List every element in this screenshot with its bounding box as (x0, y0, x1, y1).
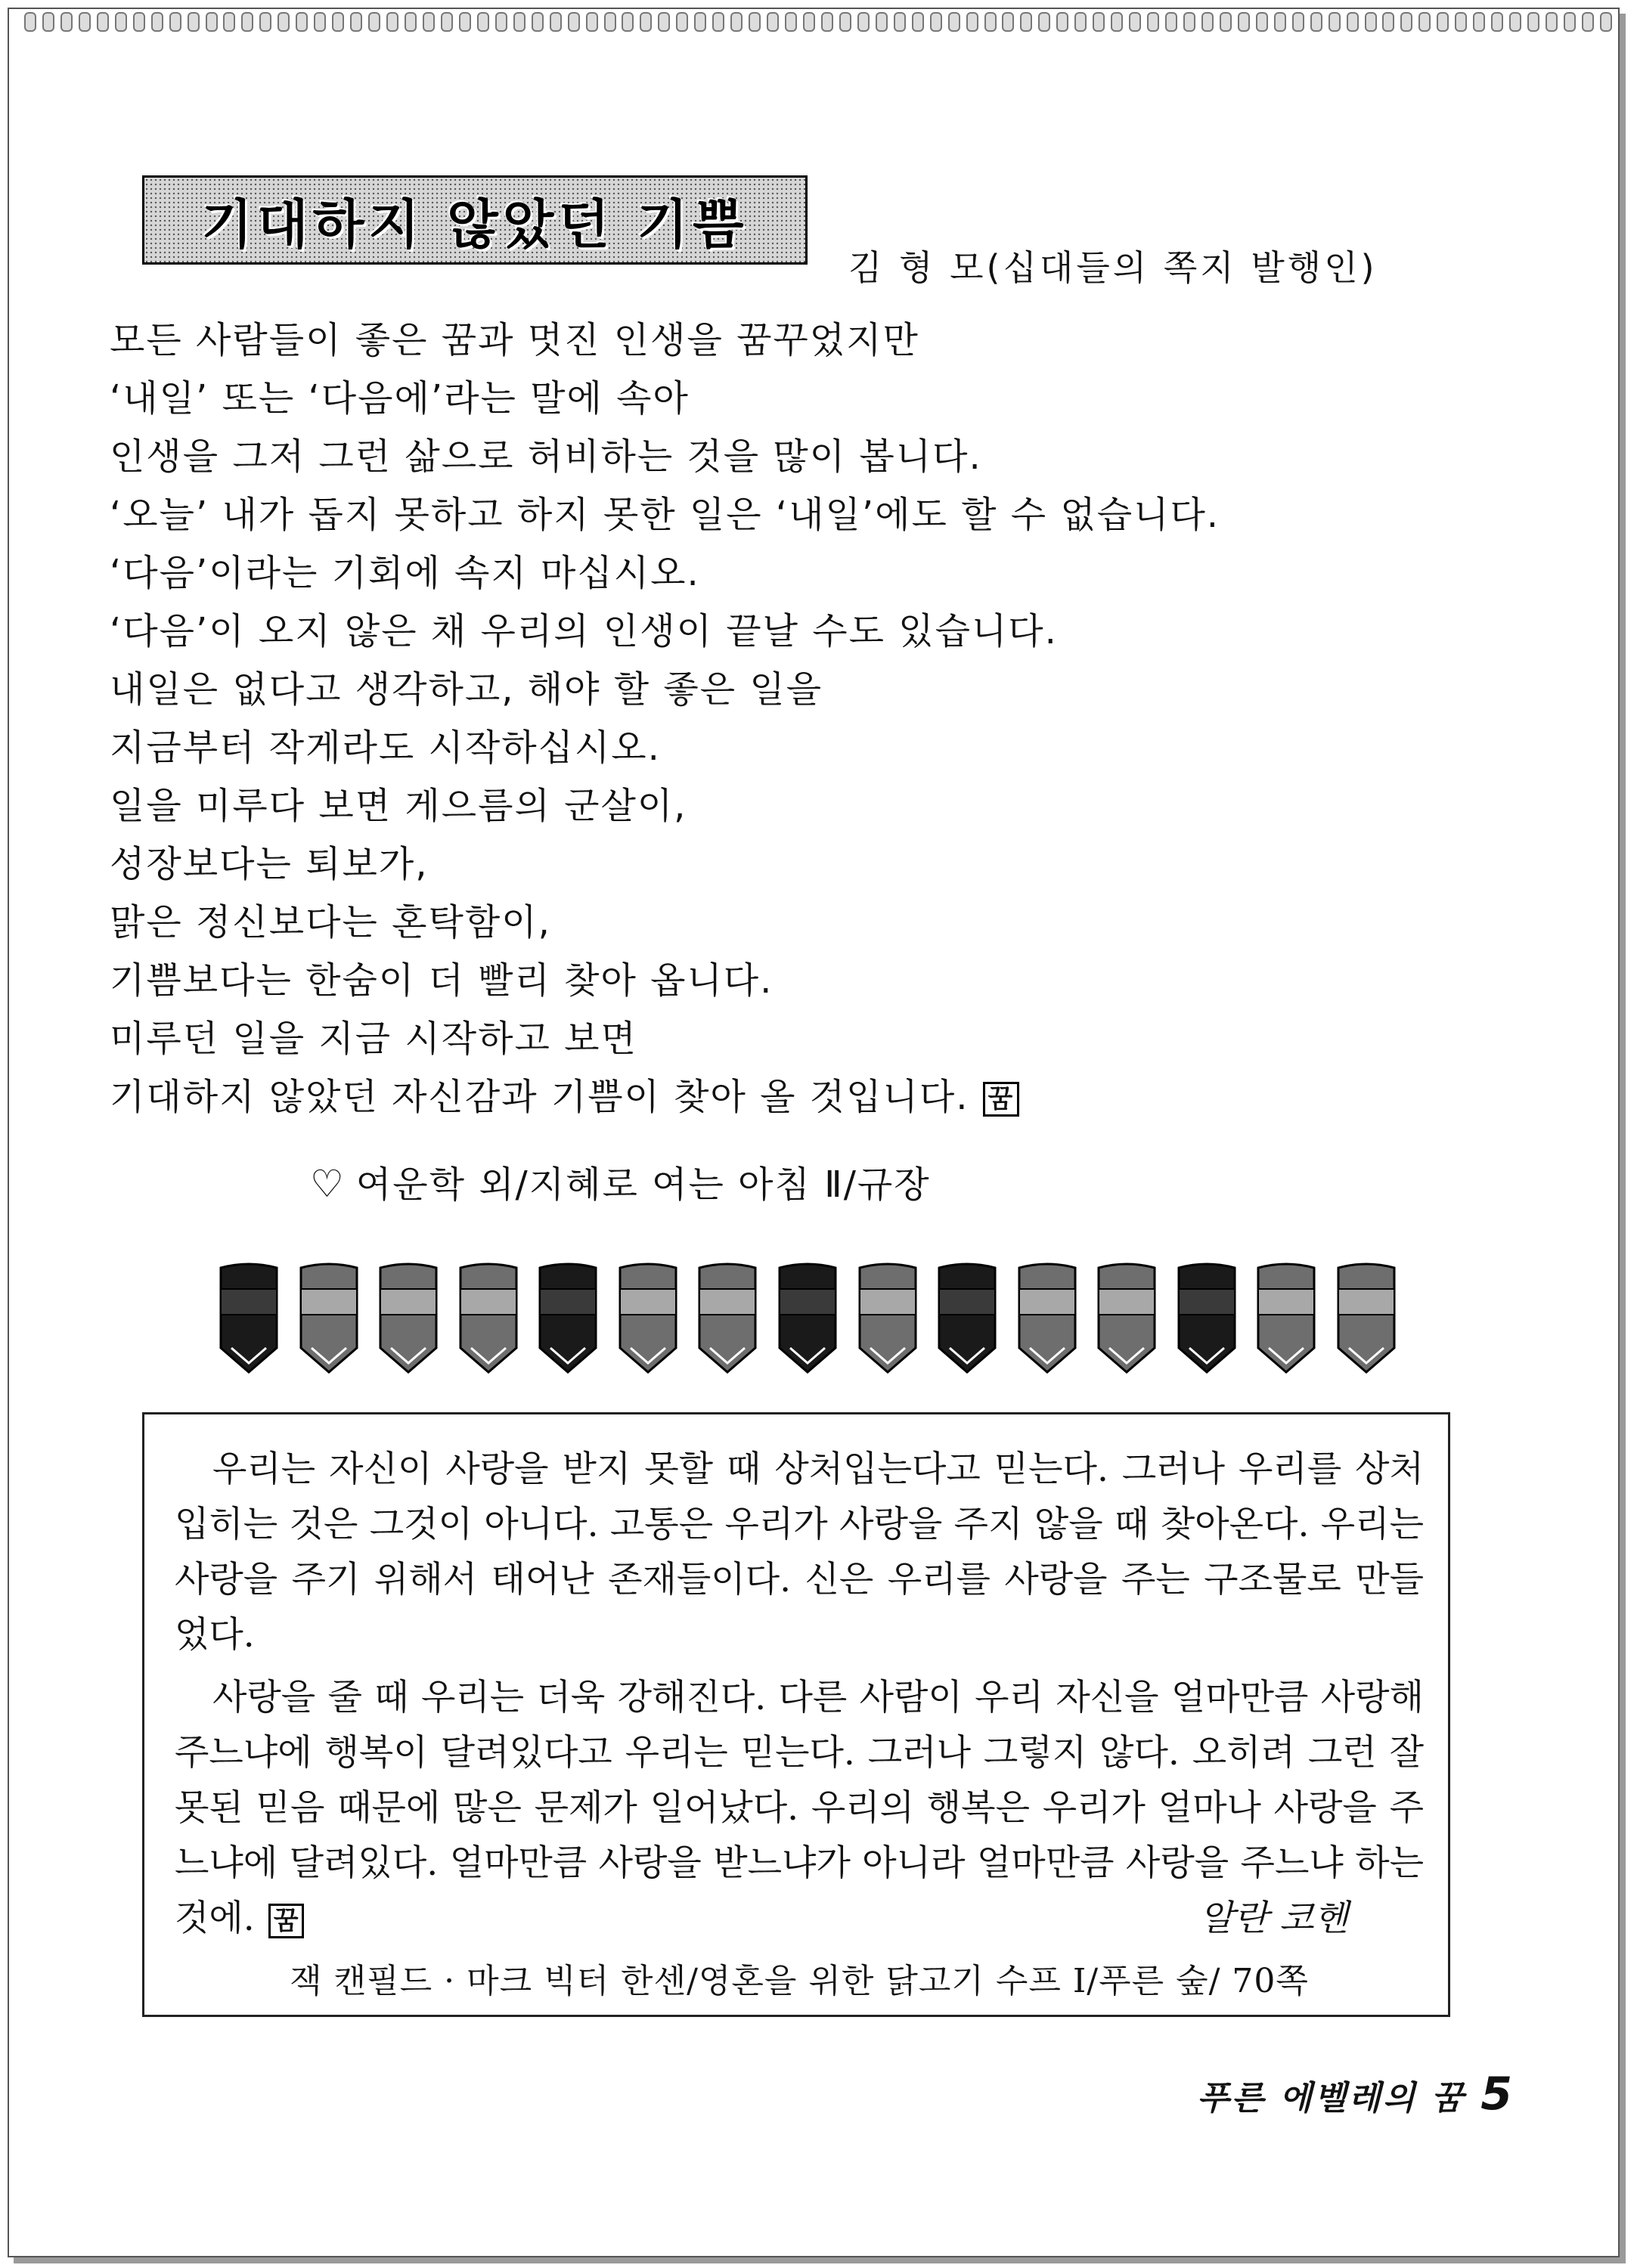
binding-ring (1256, 12, 1268, 32)
binding-ring (1220, 12, 1232, 32)
binding-ring (1165, 12, 1177, 32)
binding-ring (1546, 12, 1558, 32)
binding-ring (1473, 12, 1485, 32)
pencil-icon (696, 1259, 758, 1376)
binding-ring (803, 12, 815, 32)
binding-ring (1600, 12, 1612, 32)
quote-paragraph-1-text: 우리는 자신이 사랑을 받지 못할 때 상처입는다고 믿는다. 그러나 우리를 상처 입히는 것은 그것이 아니다. 고통은 우리가 사랑을 주지 않을 때 찾아온다. 우리는 사랑을 주기 위해서 태어난 존재들이다. 신은 우리를 사랑을 주는 구조물로 만들었다. (175, 1448, 1424, 1656)
poem-line: ‘오늘’ 내가 돕지 못하고 하지 못한 일은 ‘내일’에도 할 수 없습니다. (110, 494, 1220, 536)
poem-line: 모든 사람들이 좋은 꿈과 멋진 인생을 꿈꾸었지만 (110, 319, 919, 361)
end-mark-icon: 꿈 (268, 1904, 304, 1938)
binding-ring (676, 12, 688, 32)
binding-ring (441, 12, 453, 32)
binding-ring (1074, 12, 1087, 32)
binding-ring (386, 12, 398, 32)
binding-ring (912, 12, 924, 32)
binding-ring (1147, 12, 1159, 32)
poem-body (110, 311, 1471, 1126)
heart-icon: ♡ (310, 1162, 346, 1206)
binding-ring (223, 12, 235, 32)
pencil-divider (218, 1259, 1397, 1380)
book-source: 잭 캔필드 · 마크 빅터 한센/영혼을 위한 닭고기 수프 Ⅰ/푸른 숲/ 70쪽 (290, 1962, 1309, 2000)
poem-line: ‘내일’ 또는 ‘다음에’라는 말에 속아 (110, 377, 690, 420)
quote-box (142, 1412, 1450, 2017)
poem-line: 성장보다는 퇴보가, (110, 843, 429, 885)
binding-ring (459, 12, 471, 32)
page-title: 기대하지 않았던 기쁨 (201, 193, 749, 256)
binding-ring (241, 12, 253, 32)
poem-line-text: 기대하지 않았던 자신감과 기쁨이 찾아 올 것입니다. (110, 1076, 969, 1118)
poem-source (310, 1155, 931, 1207)
binding-ring (1437, 12, 1449, 32)
pencil-icon (1016, 1259, 1078, 1376)
pencil-icon (936, 1259, 998, 1376)
binding-ring (622, 12, 634, 32)
page-number: 5 (1480, 2068, 1512, 2121)
binding-ring (368, 12, 380, 32)
binding-ring (277, 12, 290, 32)
poem-line-last (110, 1068, 1471, 1126)
page-footer (1197, 2068, 1512, 2121)
binding-ring (749, 12, 761, 32)
binding-ring (857, 12, 870, 32)
pencil-icon (457, 1259, 519, 1376)
binding-ring (1111, 12, 1123, 32)
binding-ring (604, 12, 616, 32)
pencil-icon (218, 1259, 280, 1376)
binding-ring (133, 12, 145, 32)
binding-ring (1038, 12, 1050, 32)
binding-ring (984, 12, 997, 32)
binding-ring (115, 12, 127, 32)
pencil-icon (617, 1259, 679, 1376)
binding-ring (1509, 12, 1521, 32)
poem-line: 일을 미루다 보면 게으름의 군살이, (110, 785, 687, 827)
binding-ring (1400, 12, 1412, 32)
binding-ring (1020, 12, 1032, 32)
poem-line: 지금부터 작게라도 시작하십시오. (110, 727, 661, 769)
binding-ring (1582, 12, 1594, 32)
poem-source-text: 여운학 외/지혜로 여는 아침 Ⅱ/규장 (355, 1163, 931, 1206)
pencil-icon (1096, 1259, 1158, 1376)
binding-ring (694, 12, 706, 32)
binding-ring (97, 12, 109, 32)
binding-ring (513, 12, 526, 32)
binding-ring (1002, 12, 1014, 32)
binding-ring (730, 12, 743, 32)
poem-line: 내일은 없다고 생각하고, 해야 할 좋은 일을 (110, 668, 823, 711)
binding-ring (1183, 12, 1195, 32)
binding-ring (821, 12, 833, 32)
binding-ring (24, 12, 36, 32)
binding-ring (1310, 12, 1322, 32)
binding-ring (1274, 12, 1286, 32)
binding-ring (206, 12, 218, 32)
poem-line: 맑은 정신보다는 혼탁함이, (110, 901, 551, 943)
binding-ring (1292, 12, 1304, 32)
pencil-icon (298, 1259, 360, 1376)
binding-ring (658, 12, 670, 32)
binding-ring (79, 12, 91, 32)
pencil-icon (857, 1259, 919, 1376)
binding-ring (1201, 12, 1214, 32)
binding-ring (1527, 12, 1539, 32)
pencil-icon (377, 1259, 439, 1376)
binding-ring (712, 12, 724, 32)
binding-ring (1238, 12, 1250, 32)
quote-attribution: 알란 코헨 (1199, 1898, 1348, 1939)
binding-ring (1129, 12, 1141, 32)
end-mark-icon: 꿈 (983, 1082, 1020, 1117)
binding-ring (1455, 12, 1467, 32)
binding-ring (640, 12, 652, 32)
binding-ring (296, 12, 308, 32)
binding-ring (894, 12, 906, 32)
binding-ring (586, 12, 598, 32)
poem-line: ‘다음’이라는 기회에 속지 마십시오. (110, 552, 700, 594)
binding-ring (550, 12, 562, 32)
binding-ring (1564, 12, 1576, 32)
binding-ring (966, 12, 978, 32)
binding-ring (259, 12, 271, 32)
binding-ring (169, 12, 181, 32)
binding-ring (423, 12, 435, 32)
binding-ring (930, 12, 942, 32)
author-credit: 김 형 모(십대들의 쪽지 발행인) (848, 247, 1378, 288)
binding-ring (42, 12, 54, 32)
footer-label: 푸른 에벨레의 꿈 (1197, 2079, 1466, 2118)
title-box (142, 175, 808, 265)
binding-ring (1418, 12, 1431, 32)
binding-ring (1347, 12, 1359, 32)
pencil-icon (537, 1259, 599, 1376)
quote-paragraph-2 (175, 1670, 1424, 1946)
binding-ring (350, 12, 362, 32)
poem-line: ‘다음’이 오지 않은 채 우리의 인생이 끝날 수도 있습니다. (110, 610, 1058, 652)
binding-ring (876, 12, 888, 32)
binding-ring (405, 12, 417, 32)
poem-line: 인생을 그저 그런 삶으로 허비하는 것을 많이 봅니다. (110, 435, 982, 478)
binding-ring (1365, 12, 1377, 32)
binding-ring (332, 12, 344, 32)
pencil-icon (777, 1259, 839, 1376)
quote-paragraph-2-text: 사랑을 줄 때 우리는 더욱 강해진다. 다른 사람이 우리 자신을 얼마만큼 사랑해 주느냐에 행복이 달려있다고 우리는 믿는다. 그러나 그렇지 않다. 오히려 그런 잘못된 믿음 때문에 많은 문제가 일어났다. 우리의 행복은 우리가 얼마나 사랑을 주느냐에 달려있다. 얼마만큼 사랑을 받느냐가 아니라 얼마만큼 사랑을 주느냐 하는 것에. (175, 1677, 1424, 1939)
binding-ring (495, 12, 507, 32)
binding-ring (477, 12, 489, 32)
binding-ring (60, 12, 73, 32)
binding-ring (568, 12, 580, 32)
binding-ring (1056, 12, 1068, 32)
binding-ring (948, 12, 960, 32)
pencil-icon (1335, 1259, 1397, 1376)
binding-ring (151, 12, 163, 32)
binding-ring (767, 12, 779, 32)
poem-line: 기쁨보다는 한숨이 더 빨리 찾아 옵니다. (110, 959, 774, 1002)
spiral-binding (9, 12, 1627, 35)
binding-ring (532, 12, 544, 32)
binding-ring (188, 12, 200, 32)
binding-ring (785, 12, 797, 32)
quote-paragraph-1 (175, 1442, 1424, 1662)
binding-ring (1329, 12, 1341, 32)
binding-ring (1093, 12, 1105, 32)
binding-ring (1382, 12, 1394, 32)
pencil-icon (1255, 1259, 1317, 1376)
poem-line: 미루던 일을 지금 시작하고 보면 (110, 1018, 637, 1060)
binding-ring (1491, 12, 1503, 32)
binding-ring (839, 12, 851, 32)
pencil-icon (1176, 1259, 1238, 1376)
binding-ring (314, 12, 326, 32)
